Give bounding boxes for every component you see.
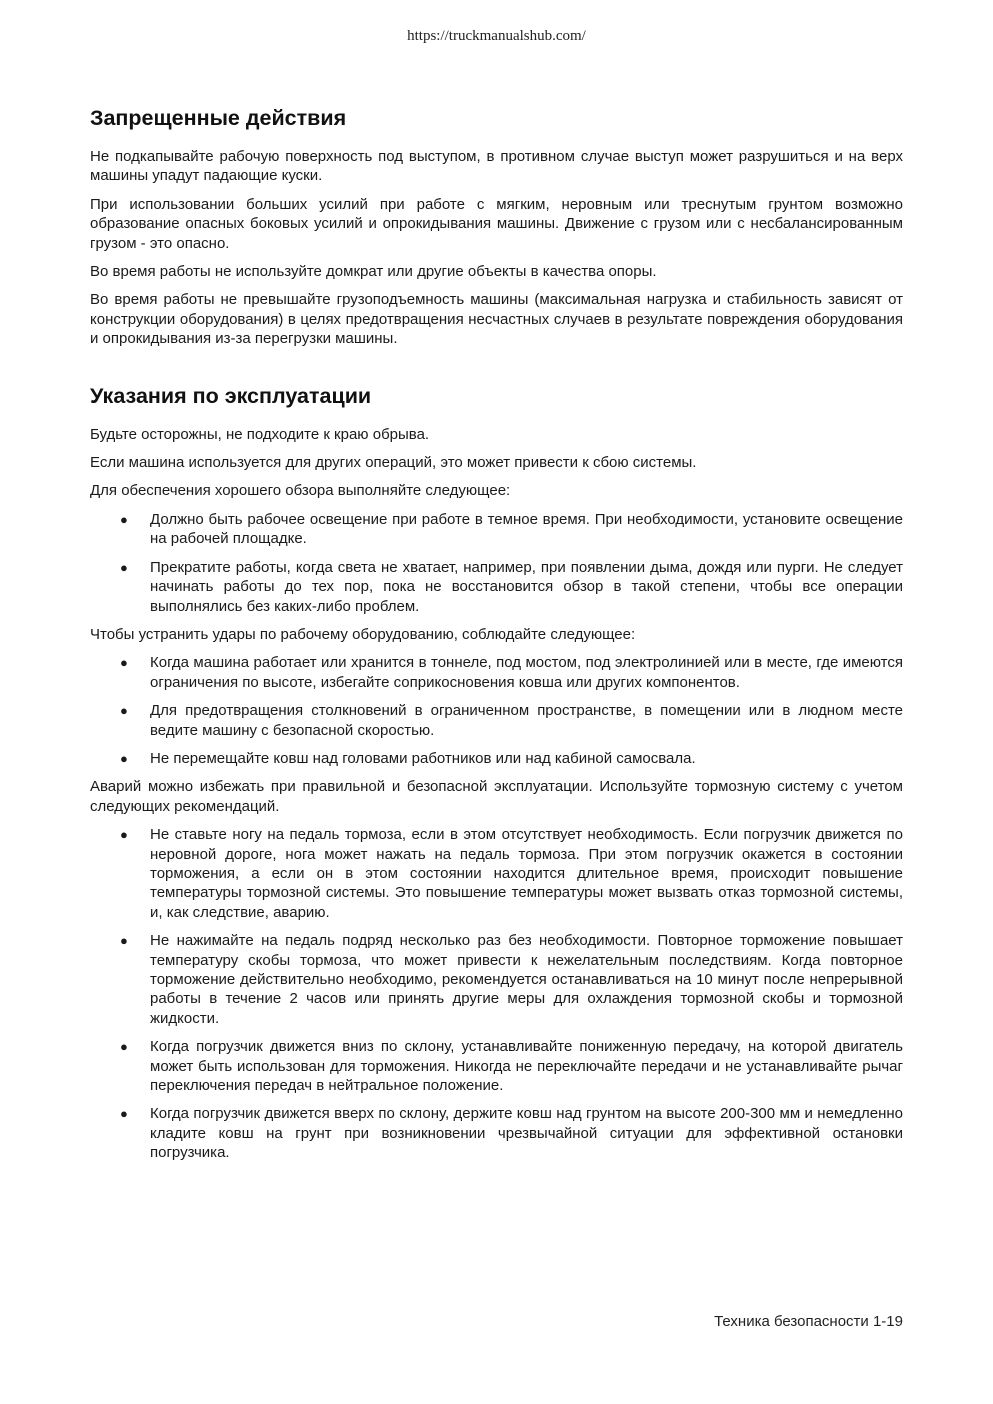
list-item-text: Не нажимайте на педаль подряд несколько раз без необходимости. Повторное торможение повышает температуру скобы тормоза, что может привести к нежелательным последствиям. Когда повторное торможение действительно необходимо, рекомендуется останавливаться на 10 минут после непрерывной работы в течение 2 часов или принять другие меры для охлаждения тормозной скобы и тормозной жидкости. [150, 932, 903, 1027]
paragraph: Для обеспечения хорошего обзора выполняйте следующее: [90, 482, 511, 500]
paragraph: Будьте осторожны, не подходите к краю обрыва. [90, 425, 430, 443]
braking-list [90, 825, 903, 1163]
list-item-text: Прекратите работы, когда света не хватает, например, при появлении дыма, дождя или пурги. Не следует начинать работы до тех пор, пока не восстановится обзор в такой степени, чтобы все операции выполнялись без каких-либо проблем. [150, 558, 903, 615]
paragraph: Не подкапывайте рабочую поверхность под выступом, в противном случае выступ может разрушиться и на верх машины упадут падающие куски. [90, 148, 903, 185]
bullet-icon: ● [120, 750, 128, 766]
bullet-icon: ● [120, 1106, 128, 1122]
impact-prevention-list [90, 653, 903, 768]
bullet-icon: ● [120, 655, 128, 671]
list-item [90, 749, 903, 768]
list-item [90, 931, 903, 1028]
page-footer-label: Техника безопасности 1-19 [714, 1313, 903, 1330]
list-item-text: Должно быть рабочее освещение при работе в темное время. При необходимости, установите освещение на рабочей площадке. [150, 510, 903, 548]
bullet-icon: ● [120, 559, 128, 575]
bullet-icon: ● [120, 703, 128, 719]
list-item-text: Не перемещайте ковш над головами работников или над кабиной самосвала. [150, 749, 696, 767]
paragraph: Во время работы не используйте домкрат или другие объекты в качества опоры. [90, 263, 657, 281]
list-item-text: Для предотвращения столкновений в ограниченном пространстве, в помещении или в людном месте ведите машину с безопасной скоростью. [150, 702, 903, 739]
list-item [90, 653, 903, 692]
bullet-icon: ● [120, 933, 128, 949]
list-item-text: Не ставьте ногу на педаль тормоза, если в этом отсутствует необходимость. Если погрузчик движется по неровной дороге, нога может нажать на педаль тормоза. При этом погрузчик окажется в состоянии торможения, а если он в этом состоянии находится длительное время, происходит повышение температуры тормозной системы. Это повышение температуры может вызвать отказ тормозной системы, и, как следствие, аварию. [150, 826, 903, 921]
bullet-icon: ● [120, 511, 128, 527]
list-item [90, 1104, 903, 1162]
paragraph: Чтобы устранить удары по рабочему оборудованию, соблюдайте следующее: [90, 625, 636, 643]
paragraph: Если машина используется для других операций, это может привести к сбою системы. [90, 454, 697, 472]
paragraph: При использовании больших усилий при работе с мягким, неровным или треснутым грунтом возможно образование опасных боковых усилий и опрокидывания машины. Движение с грузом или с несбалансированным грузом - это опасно. [90, 195, 903, 252]
bullet-icon: ● [120, 827, 128, 843]
document-body [90, 104, 903, 1172]
list-item-text: Когда машина работает или хранится в тоннеле, под мостом, под электролинией или в месте, где имеются ограничения по высоте, избегайте соприкосновения ковша или других компонентов. [150, 654, 903, 691]
section-title-prohibited-actions: Запрещенные действия [90, 106, 347, 130]
bullet-icon: ● [120, 1039, 128, 1055]
list-item [90, 1037, 903, 1095]
section-title-operation-instructions: Указания по эксплуатации [90, 383, 372, 408]
list-item [90, 510, 903, 549]
paragraph: Аварий можно избежать при правильной и безопасной эксплуатации. Используйте тормозную систему с учетом следующих рекомендаций. [90, 778, 903, 815]
visibility-list [90, 510, 903, 616]
source-url[interactable]: https://truckmanualshub.com/ [407, 28, 586, 44]
list-item-text: Когда погрузчик движется вниз по склону, устанавливайте пониженную передачу, на которой двигатель может быть использован для торможения. Никогда не переключайте передачи и не устанавливайте рычаг переключения передач в нейтральное положение. [150, 1038, 903, 1095]
list-item [90, 558, 903, 616]
list-item [90, 825, 903, 922]
paragraph: Во время работы не превышайте грузоподъемность машины (максимальная нагрузка и стабильность зависят от конструкции оборудования) в целях предотвращения несчастных случаев в результате повреждения оборудования и опрокидывания из-за перегрузки машины. [90, 291, 903, 348]
list-item [90, 701, 903, 740]
list-item-text: Когда погрузчик движется вверх по склону, держите ковш над грунтом на высоте 200-300 мм и немедленно кладите ковш на грунт при возникновении чрезвычайной ситуации для эффективной остановки погрузчика. [150, 1105, 903, 1162]
